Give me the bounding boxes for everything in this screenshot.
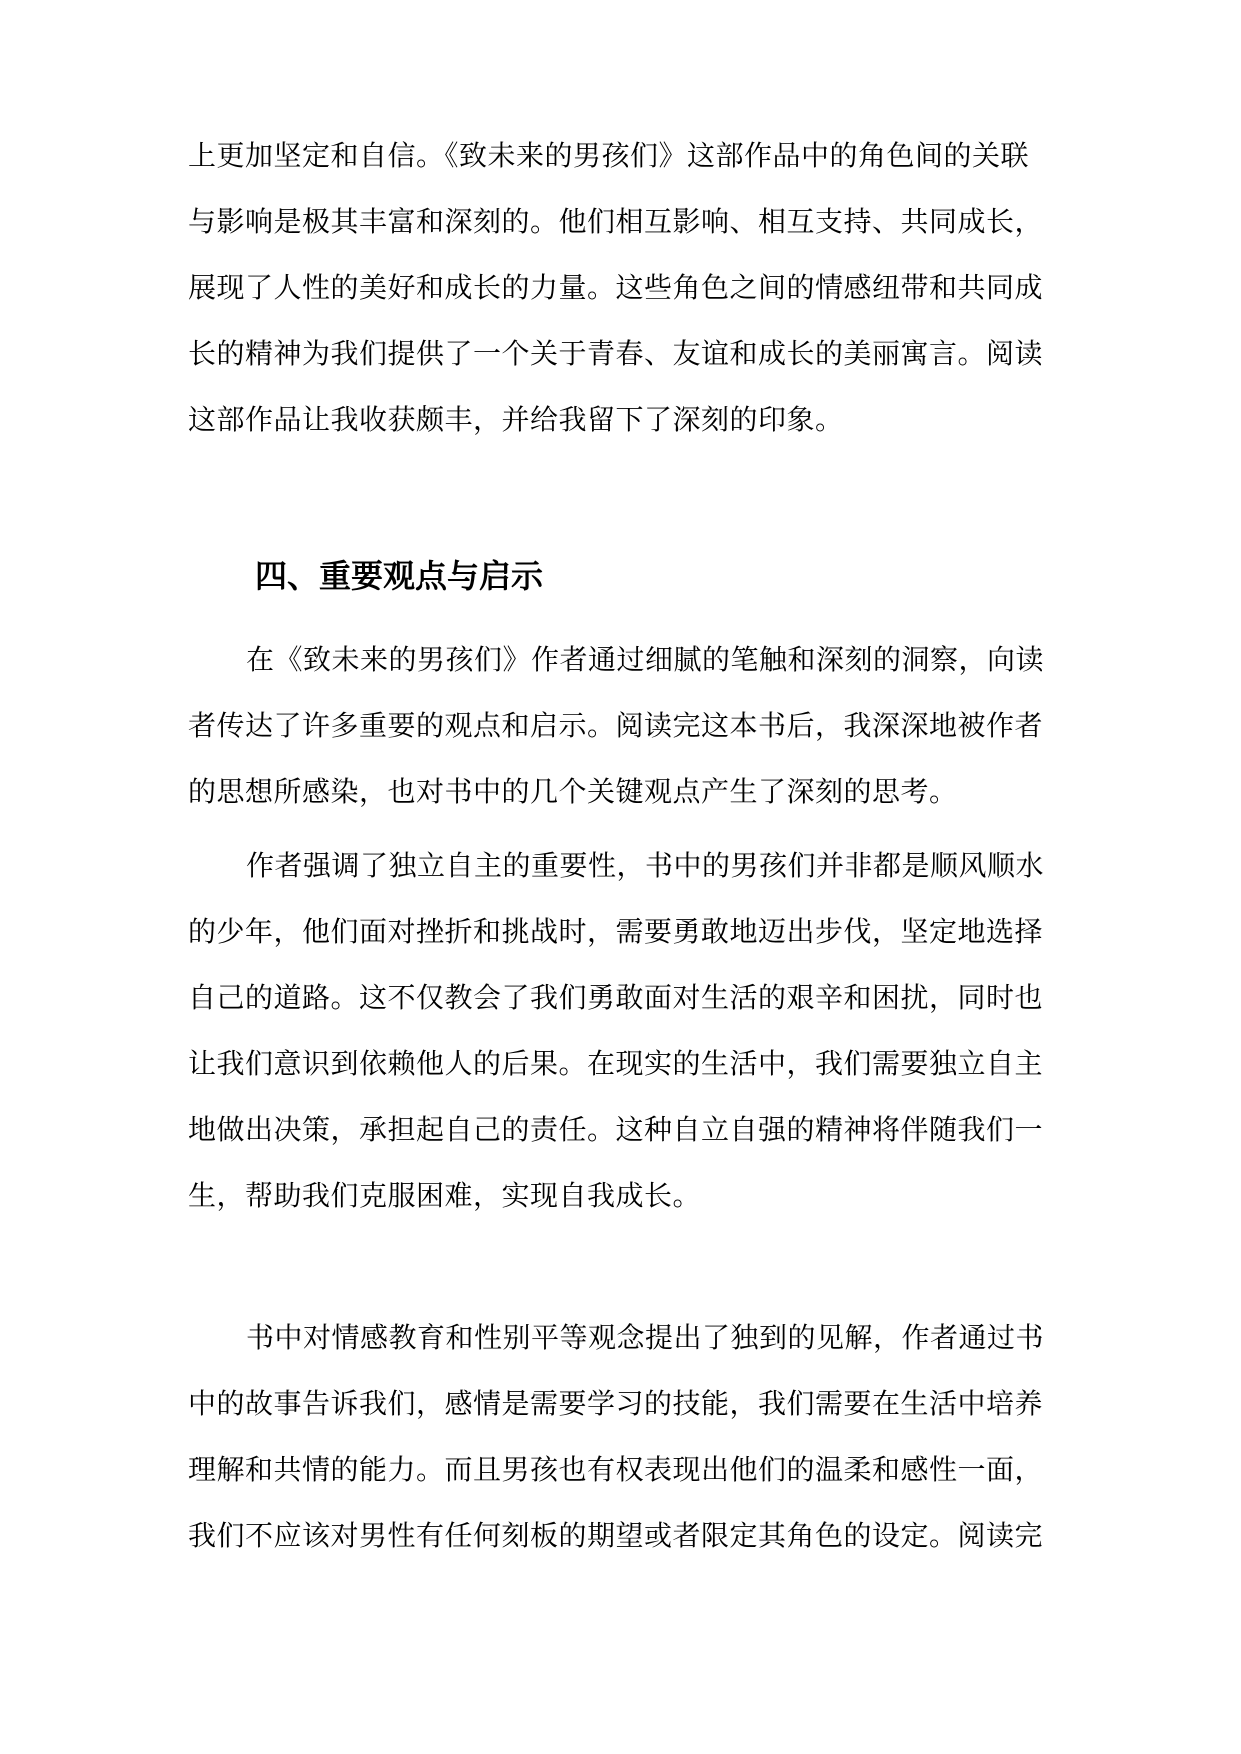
section-heading: 四、重要观点与启示 <box>255 557 544 595</box>
intro-line-2: 与影响是极其丰富和深刻的。他们相互影响、相互支持、共同成长， <box>188 205 1044 238</box>
paragraph2-line-6: 生，帮助我们克服困难，实现自我成长。 <box>188 1179 702 1212</box>
paragraph3-line-1: 书中对情感教育和性别平等观念提出了独到的见解，作者通过书 <box>246 1321 1045 1354</box>
intro-line-1: 上更加坚定和自信。《致未来的男孩们》这部作品中的角色间的关联 <box>188 139 1030 172</box>
paragraph2-line-4: 让我们意识到依赖他人的后果。在现实的生活中，我们需要独立自主 <box>188 1047 1044 1080</box>
paragraph3-line-2: 中的故事告诉我们，感情是需要学习的技能，我们需要在生活中培养 <box>188 1387 1044 1420</box>
paragraph2-line-1: 作者强调了独立自主的重要性，书中的男孩们并非都是顺风顺水 <box>246 849 1045 882</box>
paragraph3-line-4: 我们不应该对男性有任何刻板的期望或者限定其角色的设定。阅读完 <box>188 1519 1044 1552</box>
intro-line-3: 展现了人性的美好和成长的力量。这些角色之间的情感纽带和共同成 <box>188 271 1044 304</box>
paragraph1-line-2: 者传达了许多重要的观点和启示。阅读完这本书后，我深深地被作者 <box>188 709 1044 742</box>
paragraph1-line-3: 的思想所感染，也对书中的几个关键观点产生了深刻的思考。 <box>188 775 958 808</box>
paragraph3-line-3: 理解和共情的能力。而且男孩也有权表现出他们的温柔和感性一面， <box>188 1453 1044 1486</box>
intro-line-4: 长的精神为我们提供了一个关于青春、友谊和成长的美丽寓言。阅读 <box>188 337 1044 370</box>
intro-line-5: 这部作品让我收获颇丰，并给我留下了深刻的印象。 <box>188 403 844 436</box>
paragraph2-line-3: 自己的道路。这不仅教会了我们勇敢面对生活的艰辛和困扰，同时也 <box>188 981 1044 1014</box>
paragraph2-line-2: 的少年，他们面对挫折和挑战时，需要勇敢地迈出步伐，坚定地选择 <box>188 915 1044 948</box>
paragraph2-line-5: 地做出决策，承担起自己的责任。这种自立自强的精神将伴随我们一 <box>188 1113 1044 1146</box>
paragraph1-line-1: 在《致未来的男孩们》作者通过细腻的笔触和深刻的洞察，向读 <box>246 643 1045 676</box>
